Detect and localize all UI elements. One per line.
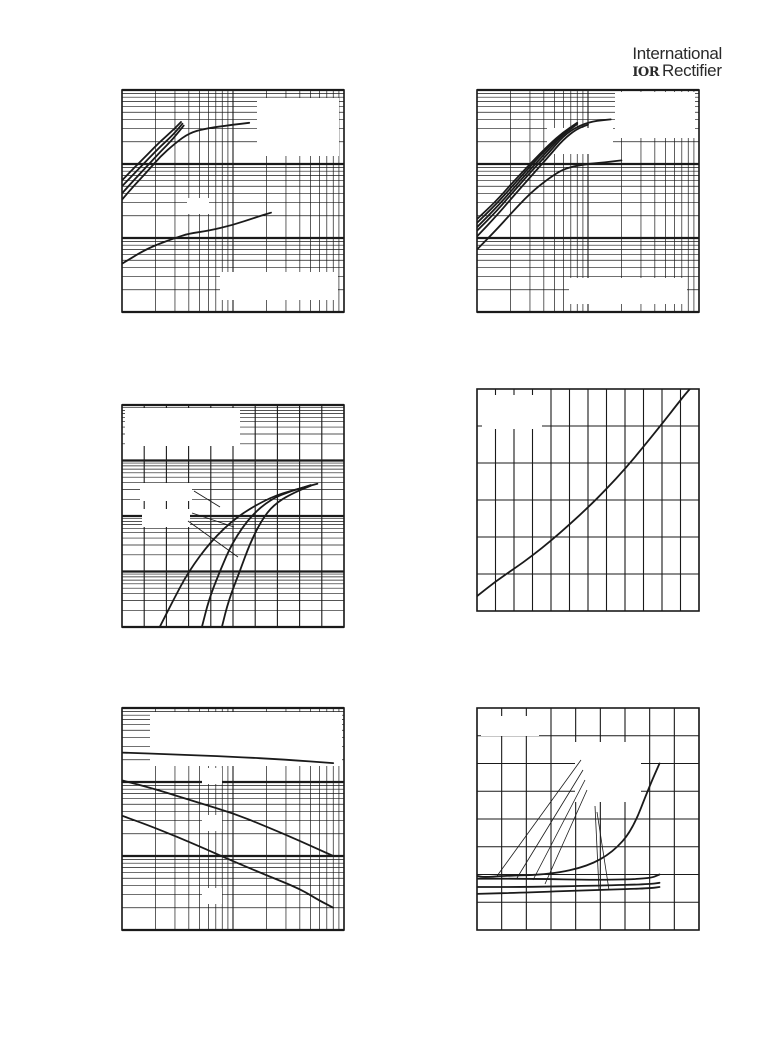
chart-fig4 (477, 389, 699, 611)
fig1-annotation-box-2 (220, 272, 338, 300)
fig6-annotation-box-0 (481, 716, 539, 736)
brand-line2 (632, 61, 722, 81)
chart-fig3 (122, 405, 344, 627)
fig5-annotation-box-1 (202, 768, 222, 784)
fig6-annotation-box-1 (575, 742, 641, 802)
fig4-annotation-box-0 (482, 395, 542, 429)
fig5-annotation-box-2 (202, 815, 222, 831)
chart-fig5 (122, 708, 344, 930)
brand-line2-text: Rectifier (662, 61, 722, 80)
fig2-annotation-box-2 (569, 278, 687, 304)
fig5-annotation-box-3 (202, 888, 222, 904)
chart-fig1 (122, 90, 344, 312)
fig1-annotation-box-1 (187, 198, 209, 214)
brand-logo (632, 44, 722, 81)
chart-fig2 (477, 90, 699, 312)
fig3-annotation-box-2 (142, 509, 190, 527)
brand-mark: IOR (632, 65, 660, 80)
chart-fig6 (477, 708, 699, 930)
fig2-annotation-box-0 (615, 92, 695, 138)
brand-line1: International (632, 44, 722, 63)
fig3-annotation-box-0 (125, 408, 240, 446)
fig3-annotation-box-1 (140, 483, 192, 501)
fig1-annotation-box-0 (257, 98, 339, 156)
